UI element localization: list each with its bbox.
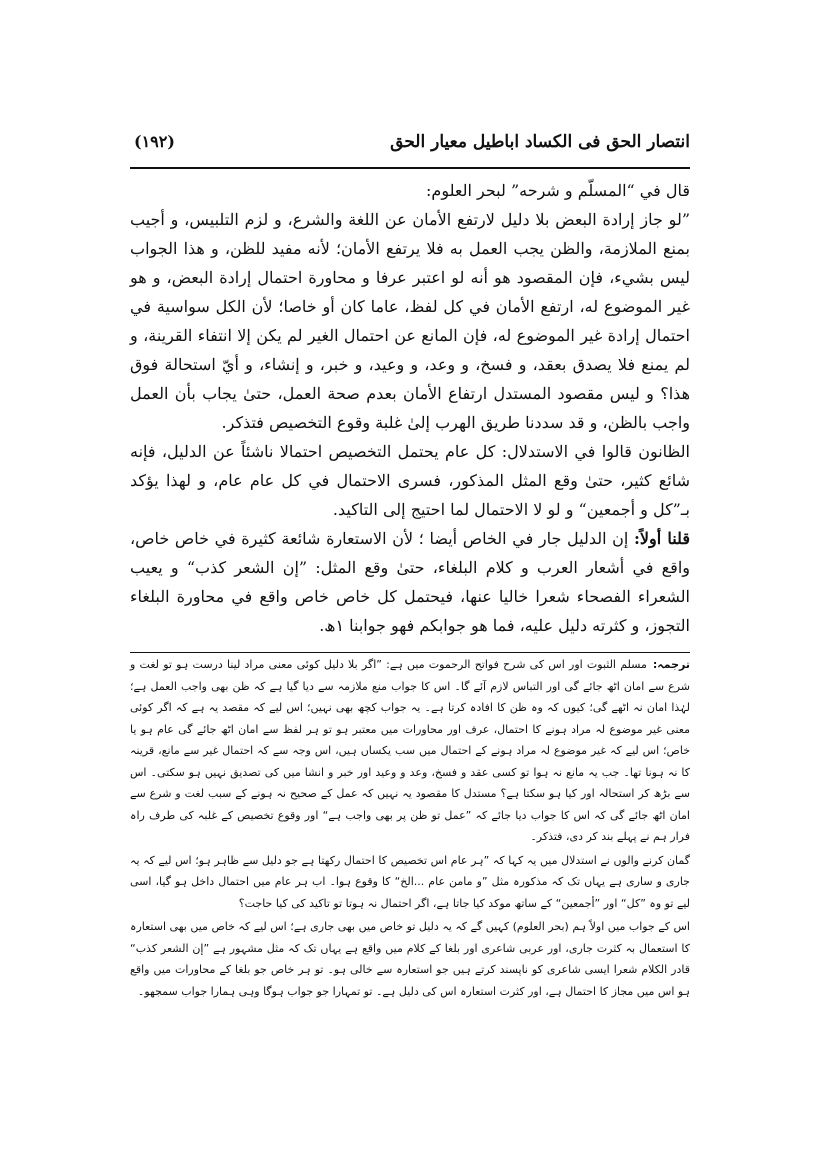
section-divider bbox=[130, 652, 690, 653]
arabic-intro-line: قال في “المسلّم و شرحه” لبحر العلوم: bbox=[426, 181, 690, 200]
arabic-reply-paragraph bbox=[130, 524, 690, 640]
urdu-paragraph bbox=[130, 654, 690, 848]
running-title: انتصار الحق فی الکساد اباطیل معیار الحق bbox=[390, 132, 690, 152]
page-number: (۱۹۲) bbox=[134, 132, 175, 151]
urdu-paragraph: اس کے جواب میں اولاً ہم (بحر العلوم) کہیں گے کہ یہ دلیل تو خاص میں بھی جاری ہے؛ اس لیے کہ خاص میں بھی استعارہ کا استعمال بہ کثرت جاری، اور عربی شاعری اور بلغا کے کلام میں واقع ہے یہاں تک کہ مثل مشہور ہے ”إن الشعر كذب“ قادر الکلام شعرا ایسی شاعری کو ناپسند کرتے ہیں جو استعارہ سے خالی ہو۔ تو ہر خاص جو بلغا کے محاورات میں واقع ہو اس میں مجاز کا احتمال ہے، اور کثرت استعارہ اس کی دلیل ہے۔ تو تمہارا جو جواب ہوگا وہی ہمارا جواب سمجھو۔ bbox=[130, 920, 690, 998]
page-header bbox=[130, 130, 690, 164]
reply-label: قلنا أولاً: bbox=[634, 529, 690, 548]
arabic-text-block bbox=[130, 176, 690, 640]
translation-label: ترجمہ: bbox=[652, 658, 690, 671]
urdu-paragraph-text: مسلم الثبوت اور اس کی شرح فواتح الرحموت میں ہے: ”اگر بلا دلیل کوئی معنی مراد لینا درست ہو تو لغت و شرع سے امان اٹھ جائے گی اور التباس لازم آئے گا۔ اس کا جواب منع ملازمہ سے دیا گیا ہے کہ ظن بھی واجب العمل ہے؛ لہٰذا امان نہ اٹھے گی؛ کیوں کہ وہ ظن کا افادہ کرتا ہے۔ یہ جواب کچھ بھی نہیں؛ اس لیے کہ مقصد یہ ہے کہ اگر کوئی معنی غیر موضوع لہ مراد ہونے کا احتمال، عرف اور محاورات میں معتبر ہو تو ہر لفظ سے امان اٹھ جائے گی عام ہو یا خاص؛ اس لیے کہ غیر موضوع لہ مراد ہونے کے احتمال میں سب یکساں ہیں، اس وجہ سے کہ احتمال غیر سے مانع، قرینہ کا نہ ہونا تھا۔ جب یہ مانع نہ ہوا تو کسی عقد و فسخ، وعد و وعید اور خبر و انشا میں کی تصدیق نہیں ہو سکتی۔ اس سے بڑھ کر استحالہ اور کیا ہو سکتا ہے؟ مستدل کا مقصود یہ نہیں کہ عمل کے صحیح نہ ہونے کے سبب لغت و شرع سے امان اٹھ جائے گی کہ اس کا جواب دیا جائے کہ ”عمل تو ظن پر بھی واجب ہے“ اور وقوع تخصیص کے غلبہ کی طرف راہ فرار ہم نے پہلے بند کر دی، فتذکر۔ bbox=[130, 658, 690, 843]
arabic-quote-paragraph: ”لو جاز إرادة البعض بلا دليل لارتفع الأمان عن اللغة والشرع، و لزم التلبيس، و أجيب بمنع الملازمة، والظن يجب العمل به فلا يرتفع الأمان؛ لأنه مفيد للظن، و هذا الجواب ليس بشيء، فإن المقصود هو أنه لو اعتبر عرفا و محاورة احتمال إرادة البعض، و هو غير الموضوع له، ارتفع الأمان في كل لفظ، عاما كان أو خاصا؛ لأن الكل سواسية في احتمال إرادة غير الموضوع له، فإن المانع عن احتمال الغير لم يكن إلا انتفاء القرينة، و لم يمنع فلا يصدق بعقد، و فسخ، و وعد، و وعيد، و خبر، و إنشاء، و أيّ استحالة فوق هذا؟ و ليس مقصود المستدل ارتفاع الأمان بعدم صحة العمل، حتىٰ يجاب بأن العمل واجب بالظن، و قد سددنا طريق الهرب إلىٰ غلبة وقوع التخصيص فتذكر. bbox=[130, 210, 691, 432]
arabic-argument-paragraph: الظانون قالوا في الاستدلال: كل عام يحتمل التخصيص احتمالا ناشئاً عن الدليل، فإنه شائع كثير، حتىٰ وقع المثل المذكور، فسرى الاحتمال في كل عام عام، و لهذا يؤكد بـ”كل و أجمعين“ و لو لا الاحتمال لما احتيج إلى التاكيد. bbox=[130, 442, 690, 519]
urdu-paragraph: گمان کرنے والوں نے استدلال میں یہ کہا کہ ”ہر عام اس تخصیص کا احتمال رکھتا ہے جو دلیل سے ظاہر ہو؛ اس لیے کہ یہ جاری و ساری ہے یہاں تک کہ مذکورہ مثل ”و مامن عام ...الخ“ کا وقوع ہوا۔ اب ہر عام میں احتمال داخل ہو گیا، اسی لیے تو وہ ”کل“ اور ”أجمعین“ کے ساتھ موکد کیا جاتا ہے، اگر احتمال نہ ہوتا تو تاکید کی کیا حاجت؟ bbox=[130, 853, 690, 910]
reply-text: إن الدليل جار في الخاص أيضا ؛ لأن الاستعارة شائعة كثيرة في خاص خاص، واقع في أشعار العرب و كلام البلغاء، حتىٰ وقع المثل: ”إن الشعر كذب“ و يعيب الشعراء الفصحاء شعرا خاليا عنها، فيحتمل كل خاص خاص واقع في محاورة البلغاء التجوز، و كثرته دليل عليه، فما هو جوابكم فهو جوابنا ۱ھ. bbox=[130, 529, 690, 635]
urdu-translation-block bbox=[130, 654, 690, 1002]
header-rule bbox=[130, 167, 690, 169]
